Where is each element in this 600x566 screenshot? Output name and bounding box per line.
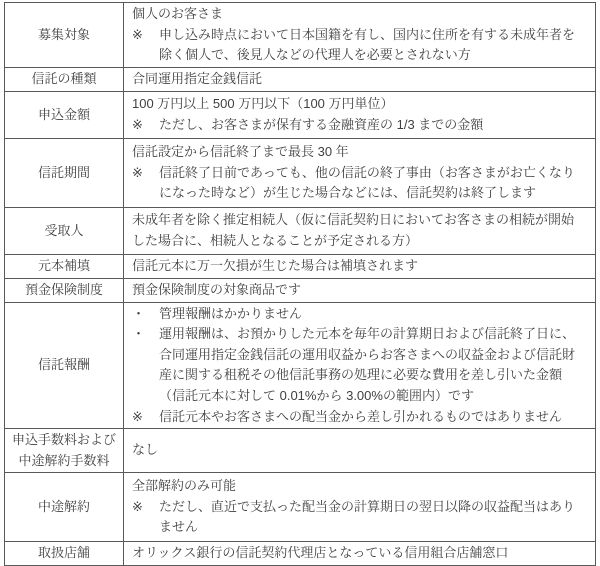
row-label-cell	[5, 279, 124, 302]
table-row	[5, 542, 595, 565]
content-line	[132, 440, 585, 461]
content-line	[132, 407, 585, 428]
content-line	[132, 115, 585, 136]
content-line	[132, 543, 585, 564]
note-marker: ※	[132, 117, 143, 132]
row-content-cell	[124, 68, 595, 91]
bullet-marker: ・	[132, 326, 146, 342]
row-label: 受取人	[44, 222, 84, 238]
row-label: 取扱店舗	[37, 545, 90, 561]
content-line	[132, 280, 585, 301]
line-text: 合同運用指定金銭信託	[132, 71, 263, 87]
row-label-cell	[5, 3, 124, 67]
row-content-cell	[124, 542, 595, 565]
note-marker: ※	[132, 498, 143, 514]
row-content-cell	[124, 473, 595, 541]
table-row	[5, 92, 595, 139]
content-line	[132, 4, 585, 25]
content-line	[132, 25, 585, 66]
row-label-cell	[5, 429, 124, 472]
table-row	[5, 3, 595, 68]
row-label-cell	[5, 303, 124, 429]
note-marker: ※	[132, 408, 143, 424]
line-text: 個人のお客さま	[132, 6, 224, 22]
line-text: 信託設定から信託終了まで最長 30 年	[132, 144, 349, 160]
row-label-cell	[5, 92, 124, 138]
line-text: 管理報酬はかかりません	[159, 305, 303, 321]
row-content-cell	[124, 139, 595, 207]
row-label: 申込金額	[37, 106, 90, 122]
bullet-marker: ・	[132, 305, 146, 321]
table-row	[5, 255, 595, 279]
line-text: 未成年者を除く推定相続人（仮に信託契約日においてお客さまの相続が開始した場合に、相続人となることが予定される方）	[132, 212, 575, 248]
row-label-cell	[5, 473, 124, 541]
line-text: 100 万円以上 500 万円以下（100 万円単位）	[132, 96, 394, 112]
row-label: 信託の種類	[31, 71, 97, 87]
row-label-cell	[5, 542, 124, 565]
row-content-cell	[124, 92, 595, 138]
row-content-cell	[124, 303, 595, 429]
row-label-cell	[5, 255, 124, 278]
line-text: 運用報酬は、お預かりした元本を毎年の計算期日および信託終了日に、合同運用指定金銭信託の運用収益からお客さまへの収益金および信託財産に関する租税その他信託事務の処理に必要な費用を差し引いた金額（信託元本に対して 0.01%から 3.00%の範囲内）です	[159, 326, 576, 403]
row-content-cell	[124, 3, 595, 67]
row-content-cell	[124, 255, 595, 278]
line-text: ただし、お客さまが保有する金融資産の 1/3 までの金額	[159, 117, 484, 132]
content-line	[132, 304, 585, 325]
row-label-cell	[5, 208, 124, 254]
row-label: 募集対象	[37, 26, 90, 42]
table-row	[5, 473, 595, 542]
product-terms-table	[4, 2, 596, 566]
line-text: 全部解約のみ可能	[132, 478, 237, 494]
line-text: 信託元本に万一欠損が生じた場合は補填されます	[132, 258, 419, 274]
table-row	[5, 139, 595, 208]
row-label: 信託報酬	[37, 357, 90, 373]
row-label: 預金保険制度	[24, 282, 103, 298]
table-row	[5, 208, 595, 255]
row-label-cell	[5, 139, 124, 207]
row-label: 申込手数料および中途解約手数料	[11, 432, 116, 468]
row-content-cell	[124, 208, 595, 254]
content-line	[132, 324, 585, 406]
content-line	[132, 163, 585, 204]
row-content-cell	[124, 429, 595, 472]
row-content-cell	[124, 279, 595, 302]
row-label: 信託期間	[37, 164, 90, 180]
table-row	[5, 303, 595, 430]
row-label: 元本補填	[37, 258, 90, 274]
line-text: オリックス銀行の信託契約代理店となっている信用組合店舗窓口	[132, 545, 509, 561]
content-line	[132, 210, 585, 251]
content-line	[132, 94, 585, 115]
line-text: 預金保険制度の対象商品です	[132, 282, 302, 297]
content-line	[132, 476, 585, 497]
note-marker: ※	[132, 164, 143, 180]
note-marker: ※	[132, 26, 143, 42]
line-text: なし	[132, 442, 159, 458]
table-row	[5, 68, 595, 92]
table-row	[5, 279, 595, 303]
content-line	[132, 497, 585, 538]
table-row	[5, 429, 595, 473]
line-text: 申し込み時点において日本国籍を有し、国内に住所を有する未成年者を除く個人で、後見人などの代理人を必要とされない方	[159, 26, 576, 63]
line-text: 信託元本やお客さまへの配当金から差し引かれるものではありません	[159, 408, 563, 424]
content-line	[132, 142, 585, 163]
row-label: 中途解約	[37, 498, 90, 514]
content-line	[132, 256, 585, 277]
line-text: ただし、直近で支払った配当金の計算期日の翌日以降の収益配当はありません	[159, 498, 576, 535]
line-text: 信託終了日前であっても、他の信託の終了事由（お客さまがお亡くなりになった時など）が生じた場合などには、信託契約は終了します	[159, 164, 575, 201]
content-line	[132, 69, 585, 90]
row-label-cell	[5, 68, 124, 91]
